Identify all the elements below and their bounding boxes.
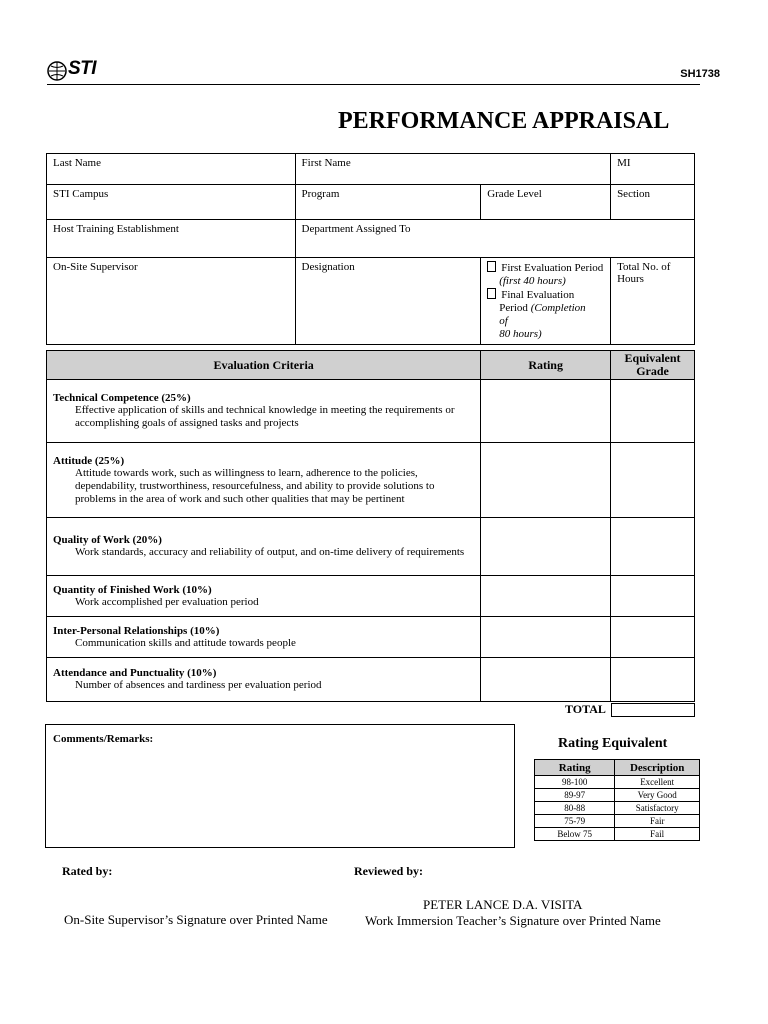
teacher-name: PETER LANCE D.A. VISITA [423, 897, 583, 912]
criterion-title: Quality of Work (20%) [53, 534, 162, 546]
table-row [535, 789, 700, 802]
campus-field[interactable] [47, 185, 296, 220]
department-field[interactable] [295, 220, 694, 258]
rating-column-header: Rating [535, 760, 615, 776]
sti-logo-icon [46, 60, 68, 82]
table-row [47, 443, 695, 518]
department-label: Department Assigned To [301, 223, 411, 235]
evaluation-criteria-table [46, 350, 695, 702]
criteria-header: Evaluation Criteria [47, 351, 481, 380]
criterion-title: Quantity of Finished Work (10%) [53, 583, 212, 596]
rating-description: Fair [615, 815, 700, 828]
comments-label: Comments/Remarks: [53, 733, 154, 745]
grade-cell[interactable] [611, 443, 695, 518]
description-column-header: Description [615, 760, 700, 776]
table-row [47, 518, 695, 576]
rating-cell[interactable] [481, 576, 611, 617]
criterion-description: Attitude towards work, such as willingness to learn, adherence to the policies, dependability, trustworthiness, resourcefulness, and ability to provide solutions to problems in the area of work and such other qualities that may be pertinent [75, 466, 435, 505]
rating-description: Satisfactory [615, 802, 700, 815]
supervisor-label: On-Site Supervisor [53, 261, 138, 273]
total-input[interactable] [611, 703, 695, 717]
total-hours-field[interactable] [611, 258, 695, 345]
document-code: SH1738 [680, 68, 720, 80]
rating-value: 75-79 [535, 815, 615, 828]
first-period-checkbox[interactable] [487, 261, 496, 272]
rating-description: Excellent [615, 776, 700, 789]
rating-value: Below 75 [535, 828, 615, 841]
table-row [535, 815, 700, 828]
criterion-title: Attendance and Punctuality (10%) [53, 667, 217, 679]
supervisor-signature-line: On-Site Supervisor’s Signature over Printed Name [64, 912, 328, 927]
grade-cell[interactable] [611, 380, 695, 443]
rating-value: 80-88 [535, 802, 615, 815]
section-field[interactable] [611, 185, 695, 220]
rating-description: Very Good [615, 789, 700, 802]
final-period-note-3: 80 hours) [499, 328, 542, 340]
designation-field[interactable] [295, 258, 481, 345]
grade-cell[interactable] [611, 617, 695, 658]
table-row [47, 380, 695, 443]
page-title: PERFORMANCE APPRAISAL [338, 108, 670, 134]
total-label: TOTAL [565, 702, 606, 716]
final-period-option[interactable]: Final Evaluation [487, 288, 604, 302]
rating-cell[interactable] [481, 443, 611, 518]
criterion-description: Work standards, accuracy and reliability of output, and on-time delivery of requirements [75, 546, 465, 558]
table-row [535, 828, 700, 841]
rating-cell[interactable] [481, 617, 611, 658]
student-info-table [46, 153, 695, 345]
rating-equivalent-table [534, 759, 700, 841]
grade-cell[interactable] [611, 518, 695, 576]
first-name-label: First Name [301, 157, 351, 169]
criterion-title: Technical Competence (25%) [53, 392, 191, 404]
grade-cell[interactable] [611, 576, 695, 617]
section-label: Section [617, 188, 651, 200]
first-period-option[interactable]: First Evaluation Period [487, 261, 604, 275]
final-period-note-2: of [499, 315, 508, 327]
mi-label: MI [617, 157, 631, 169]
criterion-description: Communication skills and attitude towards people [75, 636, 296, 649]
final-period-label-2: Period [499, 302, 528, 314]
table-row [535, 776, 700, 789]
evaluation-period-field [481, 258, 611, 345]
first-period-note: (first 40 hours) [499, 275, 566, 287]
table-row [47, 576, 695, 617]
last-name-label: Last Name [53, 157, 101, 169]
rating-description: Fail [615, 828, 700, 841]
program-label: Program [301, 188, 340, 200]
rating-header: Rating [481, 351, 611, 380]
reviewed-by-label: Reviewed by: [354, 864, 423, 878]
header-divider [47, 84, 700, 85]
grade-cell[interactable] [611, 658, 695, 702]
final-period-checkbox[interactable] [487, 288, 496, 299]
equivalent-grade-header: Equivalent Grade [611, 351, 695, 380]
grade-level-label: Grade Level [487, 188, 542, 200]
rating-cell[interactable] [481, 518, 611, 576]
table-row [47, 617, 695, 658]
criterion-description: Number of absences and tardiness per evaluation period [75, 679, 322, 691]
rating-cell[interactable] [481, 658, 611, 702]
host-label: Host Training Establishment [53, 223, 179, 235]
criterion-title: Attitude (25%) [53, 454, 125, 467]
criterion-title: Inter-Personal Relationships (10%) [53, 624, 220, 637]
teacher-signature-line: Work Immersion Teacher’s Signature over Printed Name [365, 913, 661, 928]
table-row [535, 802, 700, 815]
supervisor-field[interactable] [47, 258, 296, 345]
designation-label: Designation [301, 261, 355, 273]
host-field[interactable] [47, 220, 296, 258]
mi-field[interactable] [611, 154, 695, 185]
rating-value: 89-97 [535, 789, 615, 802]
logo-text: STI [68, 58, 97, 79]
rating-cell[interactable] [481, 380, 611, 443]
rating-equivalent-title: Rating Equivalent [558, 736, 668, 751]
campus-label: STI Campus [53, 188, 109, 200]
total-hours-label: Total No. of Hours [617, 261, 671, 285]
rated-by-label: Rated by: [62, 864, 113, 878]
criterion-description: Effective application of skills and technical knowledge in meeting the requirements or accomplishing goals of assigned tasks and projects [75, 404, 455, 429]
criterion-description: Work accomplished per evaluation period [75, 595, 259, 608]
program-field[interactable] [295, 185, 481, 220]
first-name-field[interactable] [295, 154, 611, 185]
grade-level-field[interactable] [481, 185, 611, 220]
last-name-field[interactable] [47, 154, 296, 185]
rating-value: 98-100 [535, 776, 615, 789]
table-row [47, 658, 695, 702]
final-period-note: (Completion [530, 302, 586, 314]
